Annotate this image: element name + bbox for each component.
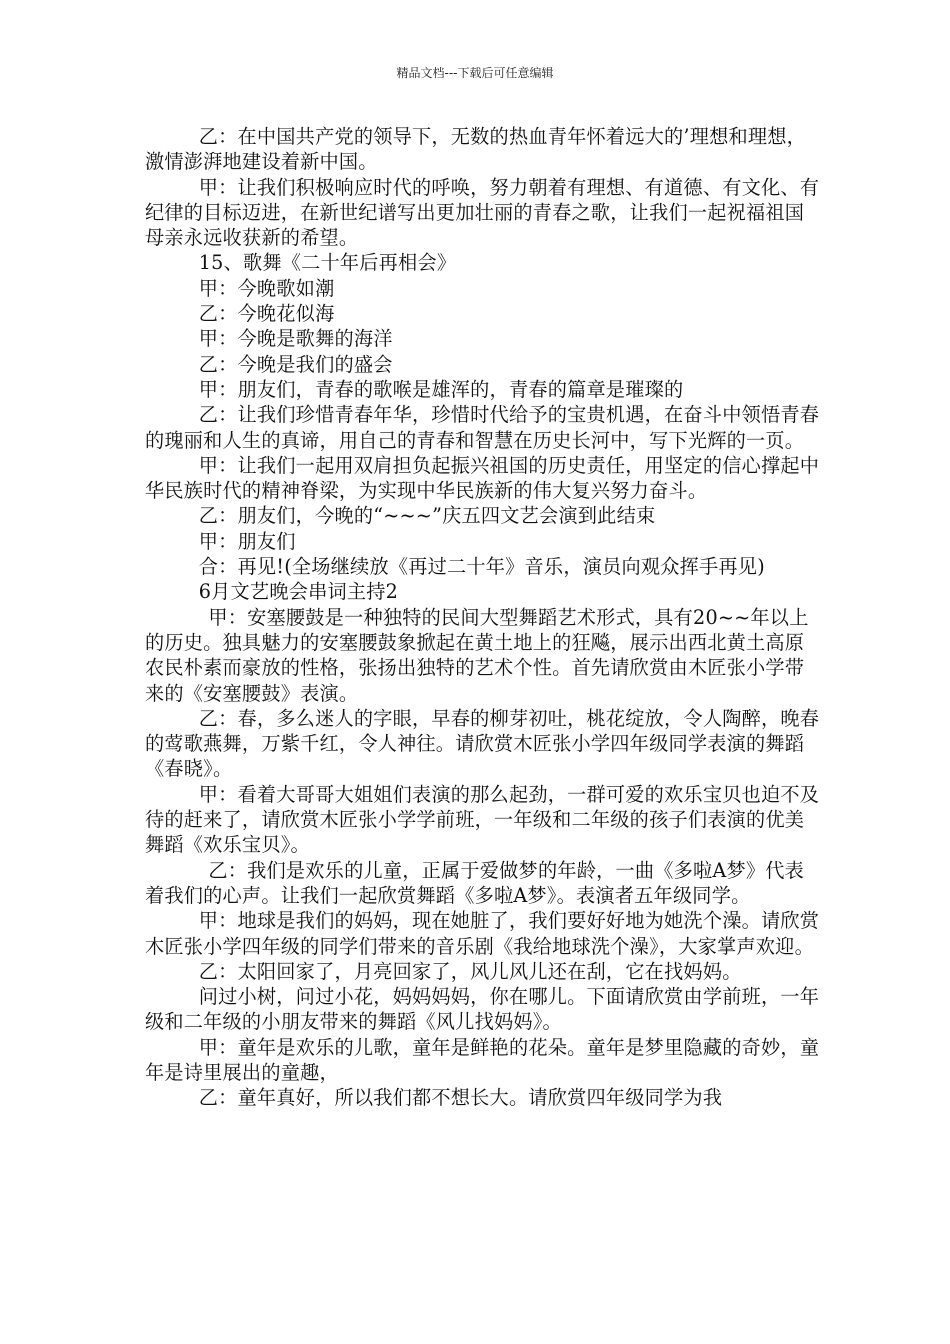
paragraph: 甲：今晚是歌舞的海洋 [198, 327, 393, 351]
paragraph: 甲：童年是欢乐的儿歌，童年是鲜艳的花朵。童年是梦里隐藏的奇妙，童年是诗里展出的童趣， [145, 1035, 820, 1084]
paragraph: 甲：朋友们，青春的歌喉是雄浑的，青春的篇章是璀璨的 [198, 377, 684, 401]
paragraph: 乙：童年真好，所以我们都不想长大。请欣赏四年级同学为我 [198, 1086, 723, 1110]
paragraph: 问过小树，问过小花，妈妈妈妈，你在哪儿。下面请欣赏由学前班，一年级和二年级的小朋友带来的舞蹈《风儿找妈妈》。 [145, 985, 820, 1034]
paragraph: 乙：春，多么迷人的字眼，早春的柳芽初吐，桃花绽放，令人陶醉，晚春的莺歌燕舞，万紫千红，令人神往。请欣赏木匠张小学四年级同学表演的舞蹈《春晓》。 [145, 706, 820, 781]
paragraph: 乙：在中国共产党的领导下，无数的热血青年怀着远大的’理想和理想，激情澎湃地建设着新中国。 [145, 125, 807, 174]
paragraph: 甲：让我们一起用双肩担负起振兴祖国的历史责任，用坚定的信心撑起中华民族时代的精神脊梁，为实现中华民族新的伟大复兴努力奋斗。 [145, 453, 820, 503]
paragraph: 甲：今晚歌如潮 [198, 276, 335, 300]
paragraph: 乙：今晚花似海 [198, 302, 335, 326]
paragraph: 甲：朋友们 [198, 529, 296, 553]
paragraph: 15、歌舞《二十年后再相会》 [198, 251, 457, 275]
paragraph: 乙：让我们珍惜青春年华，珍惜时代给予的宝贵机遇，在奋斗中领悟青春的瑰丽和人生的真谛，用自己的青春和智慧在历史长河中，写下光辉的一页。 [145, 403, 820, 452]
paragraph: 合：再见!(全场继续放《再过二十年》音乐，演员向观众挥手再见) [198, 555, 765, 579]
paragraph: 甲：让我们积极响应时代的呼唤，努力朝着有理想、有道德、有文化、有纪律的目标迈进，在新世纪谱写出更加壮丽的青春之歌，让我们一起祝福祖国母亲永远收获新的希望。 [145, 175, 820, 250]
paragraph: 乙：我们是欢乐的儿童，正属于爱做梦的年龄，一曲《多啦A梦》代表着我们的心声。让我们一起欣赏舞蹈《多啦A梦》。表演者五年级同学。 [145, 858, 805, 907]
paragraph: 甲：安塞腰鼓是一种独特的民间大型舞蹈艺术形式，具有20~~年以上的历史。独具魅力的安塞腰鼓象掀起在黄土地上的狂飚，展示出西北黄土高原农民朴素而豪放的性格，张扬出独特的艺术个性。首先请欣赏由木匠张小学带来的《安塞腰鼓》表演。 [145, 605, 809, 705]
paragraph: 乙：朋友们，今晚的“~~~”庆五四文艺会演到此结束 [198, 504, 656, 528]
paragraph: 乙：今晚是我们的盛会 [198, 352, 393, 376]
paragraph: 乙：太阳回家了，月亮回家了，风儿风儿还在刮，它在找妈妈。 [198, 959, 742, 983]
paragraph: 甲：地球是我们的妈妈，现在她脏了，我们要好好地为她洗个澡。请欣赏木匠张小学四年级的同学们带来的音乐剧《我给地球洗个澡》，大家掌声欢迎。 [145, 909, 820, 958]
document-body [145, 124, 820, 1111]
section-heading: 6月文艺晚会串词主持2 [198, 580, 399, 604]
page-header: 精品文档---下载后可任意编辑 [396, 66, 554, 80]
paragraph: 甲：看着大哥哥大姐姐们表演的那么起劲，一群可爱的欢乐宝贝也迫不及待的赶来了，请欣赏木匠张小学学前班，一年级和二年级的孩子们表演的优美舞蹈《欢乐宝贝》。 [145, 782, 820, 857]
